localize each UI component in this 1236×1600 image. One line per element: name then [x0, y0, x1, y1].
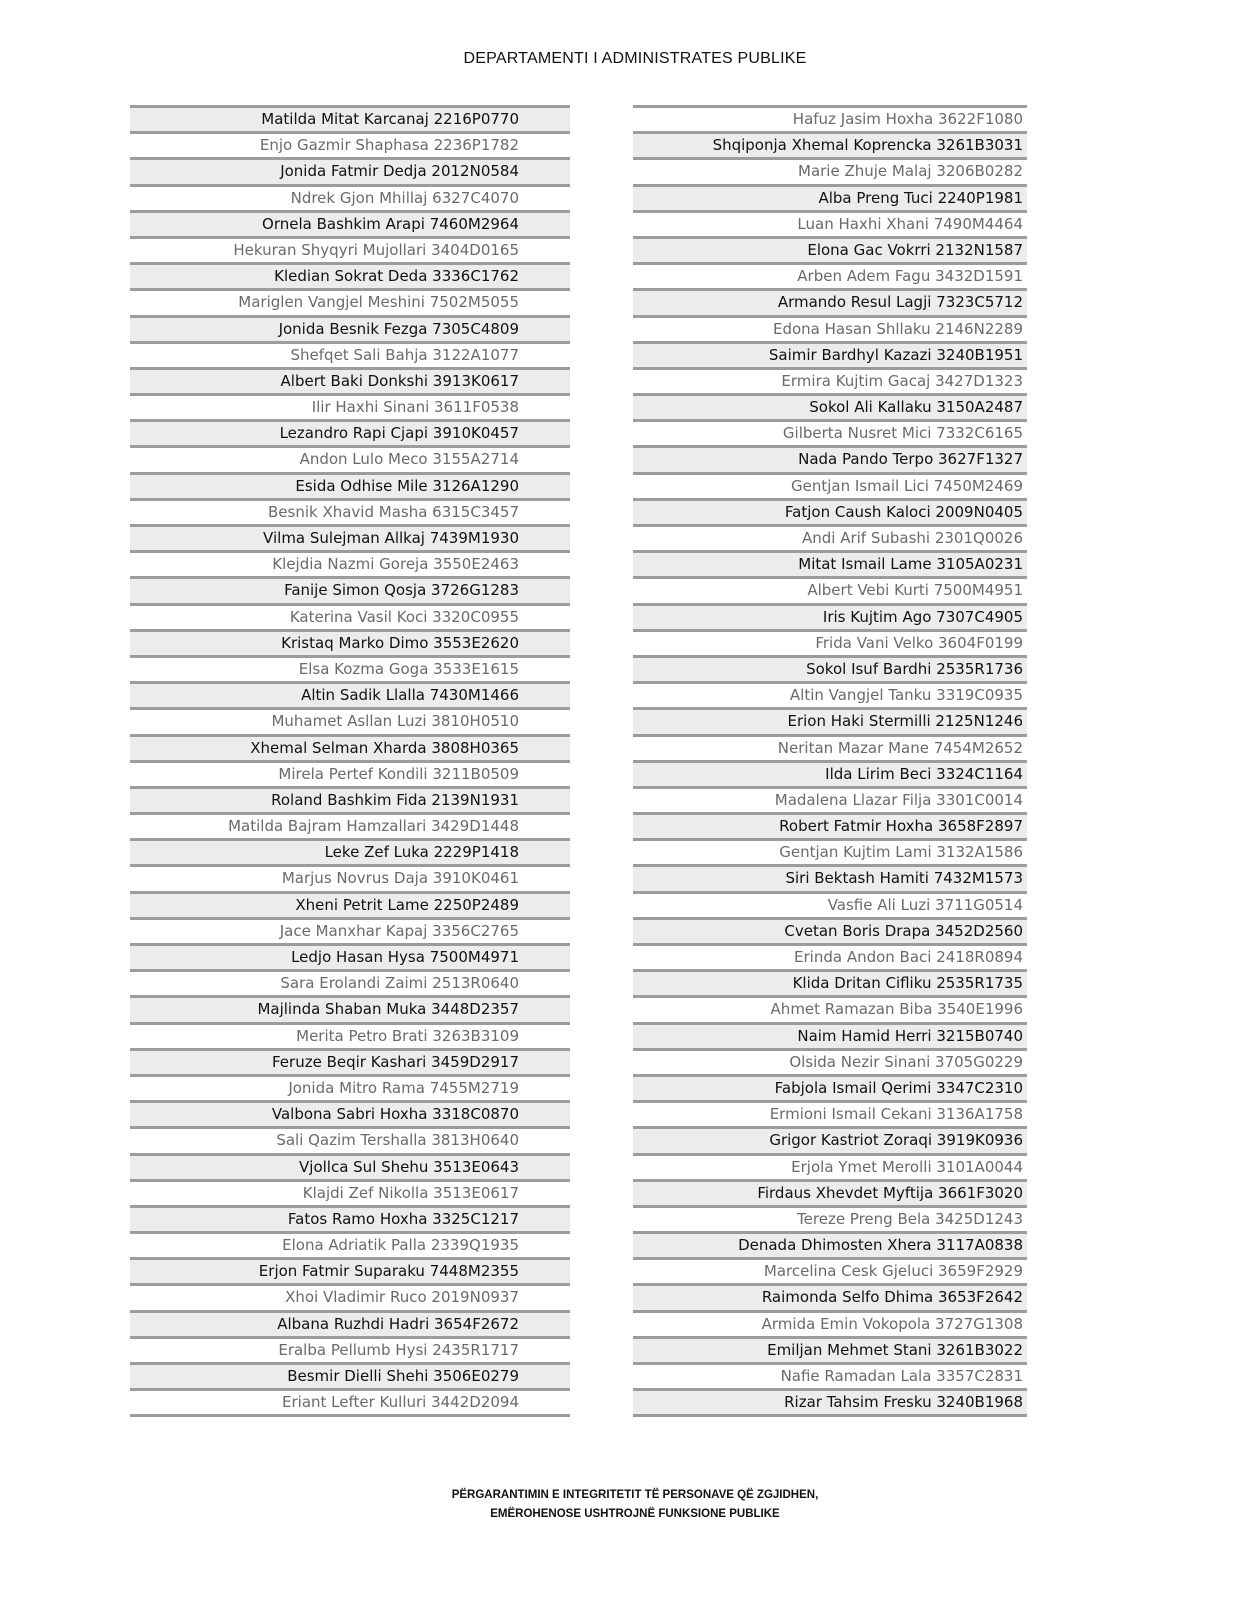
list-item: Esida Odhise Mile 3126A1290 [130, 472, 570, 498]
list-item: Xheni Petrit Lame 2250P2489 [130, 891, 570, 917]
list-item: Kristaq Marko Dimo 3553E2620 [130, 629, 570, 655]
list-item: Ermira Kujtim Gacaj 3427D1323 [633, 367, 1027, 393]
list-item: Albert Vebi Kurti 7500M4951 [633, 576, 1027, 602]
list-item: Jonida Mitro Rama 7455M2719 [130, 1074, 570, 1100]
list-item: Saimir Bardhyl Kazazi 3240B1951 [633, 341, 1027, 367]
list-item: Mariglen Vangjel Meshini 7502M5055 [130, 288, 570, 314]
list-item: Altin Sadik Llalla 7430M1466 [130, 681, 570, 707]
list-item: Eriant Lefter Kulluri 3442D2094 [130, 1388, 570, 1417]
list-item: Erjola Ymet Merolli 3101A0044 [633, 1153, 1027, 1179]
list-item: Denada Dhimosten Xhera 3117A0838 [633, 1231, 1027, 1257]
list-item: Robert Fatmir Hoxha 3658F2897 [633, 812, 1027, 838]
list-item: Ledjo Hasan Hysa 7500M4971 [130, 943, 570, 969]
list-item: Mitat Ismail Lame 3105A0231 [633, 550, 1027, 576]
list-item: Vilma Sulejman Allkaj 7439M1930 [130, 524, 570, 550]
list-item: Madalena Llazar Filja 3301C0014 [633, 786, 1027, 812]
list-item: Albert Baki Donkshi 3913K0617 [130, 367, 570, 393]
list-item: Neritan Mazar Mane 7454M2652 [633, 734, 1027, 760]
list-item: Ilda Lirim Beci 3324C1164 [633, 760, 1027, 786]
list-item: Fatjon Caush Kaloci 2009N0405 [633, 498, 1027, 524]
list-item: Shqiponja Xhemal Koprencka 3261B3031 [633, 131, 1027, 157]
list-item: Leke Zef Luka 2229P1418 [130, 838, 570, 864]
list-item: Roland Bashkim Fida 2139N1931 [130, 786, 570, 812]
list-item: Marcelina Cesk Gjeluci 3659F2929 [633, 1257, 1027, 1283]
list-item: Fabjola Ismail Qerimi 3347C2310 [633, 1074, 1027, 1100]
list-item: Vjollca Sul Shehu 3513E0643 [130, 1153, 570, 1179]
list-item: Iris Kujtim Ago 7307C4905 [633, 603, 1027, 629]
list-item: Klajdi Zef Nikolla 3513E0617 [130, 1179, 570, 1205]
list-item: Nafie Ramadan Lala 3357C2831 [633, 1362, 1027, 1388]
list-item: Firdaus Xhevdet Myftija 3661F3020 [633, 1179, 1027, 1205]
list-item: Vasfie Ali Luzi 3711G0514 [633, 891, 1027, 917]
list-item: Alba Preng Tuci 2240P1981 [633, 184, 1027, 210]
list-item: Erion Haki Stermilli 2125N1246 [633, 707, 1027, 733]
list-item: Sali Qazim Tershalla 3813H0640 [130, 1126, 570, 1152]
list-item: Edona Hasan Shllaku 2146N2289 [633, 315, 1027, 341]
list-item: Lezandro Rapi Cjapi 3910K0457 [130, 419, 570, 445]
list-item: Elona Gac Vokrri 2132N1587 [633, 236, 1027, 262]
list-item: Sokol Isuf Bardhi 2535R1736 [633, 655, 1027, 681]
list-item: Ornela Bashkim Arapi 7460M2964 [130, 210, 570, 236]
list-item: Feruze Beqir Kashari 3459D2917 [130, 1048, 570, 1074]
list-item: Luan Haxhi Xhani 7490M4464 [633, 210, 1027, 236]
list-item: Katerina Vasil Koci 3320C0955 [130, 603, 570, 629]
list-item: Altin Vangjel Tanku 3319C0935 [633, 681, 1027, 707]
list-item: Klejdia Nazmi Goreja 3550E2463 [130, 550, 570, 576]
list-item: Emiljan Mehmet Stani 3261B3022 [633, 1336, 1027, 1362]
list-item: Muhamet Asllan Luzi 3810H0510 [130, 707, 570, 733]
list-item: Klida Dritan Cifliku 2535R1735 [633, 969, 1027, 995]
list-item: Elona Adriatik Palla 2339Q1935 [130, 1231, 570, 1257]
list-item: Ahmet Ramazan Biba 3540E1996 [633, 995, 1027, 1021]
list-item: Ermioni Ismail Cekani 3136A1758 [633, 1100, 1027, 1126]
list-item: Fatos Ramo Hoxha 3325C1217 [130, 1205, 570, 1231]
list-item: Sara Erolandi Zaimi 2513R0640 [130, 969, 570, 995]
list-item: Xhemal Selman Xharda 3808H0365 [130, 734, 570, 760]
list-item: Jonida Fatmir Dedja 2012N0584 [130, 157, 570, 183]
list-item: Elsa Kozma Goga 3533E1615 [130, 655, 570, 681]
list-item: Rizar Tahsim Fresku 3240B1968 [633, 1388, 1027, 1417]
list-item: Frida Vani Velko 3604F0199 [633, 629, 1027, 655]
list-item: Matilda Mitat Karcanaj 2216P0770 [130, 105, 570, 131]
list-item: Andon Lulo Meco 3155A2714 [130, 445, 570, 471]
footer-line-2: EMËROHENOSE USHTROJNË FUNKSIONE PUBLIKE [490, 1508, 780, 1520]
list-item: Nada Pando Terpo 3627F1327 [633, 445, 1027, 471]
list-item: Armando Resul Lagji 7323C5712 [633, 288, 1027, 314]
list-item: Ndrek Gjon Mhillaj 6327C4070 [130, 184, 570, 210]
list-item: Matilda Bajram Hamzallari 3429D1448 [130, 812, 570, 838]
list-item: Jonida Besnik Fezga 7305C4809 [130, 315, 570, 341]
list-item: Hekuran Shyqyri Mujollari 3404D0165 [130, 236, 570, 262]
list-item: Enjo Gazmir Shaphasa 2236P1782 [130, 131, 570, 157]
list-item: Arben Adem Fagu 3432D1591 [633, 262, 1027, 288]
left-name-list [130, 105, 570, 1417]
list-item: Eralba Pellumb Hysi 2435R1717 [130, 1336, 570, 1362]
list-item: Raimonda Selfo Dhima 3653F2642 [633, 1283, 1027, 1309]
list-item: Majlinda Shaban Muka 3448D2357 [130, 995, 570, 1021]
list-item: Cvetan Boris Drapa 3452D2560 [633, 917, 1027, 943]
list-item: Shefqet Sali Bahja 3122A1077 [130, 341, 570, 367]
list-item: Valbona Sabri Hoxha 3318C0870 [130, 1100, 570, 1126]
list-item: Tereze Preng Bela 3425D1243 [633, 1205, 1027, 1231]
list-item: Gilberta Nusret Mici 7332C6165 [633, 419, 1027, 445]
list-item: Sokol Ali Kallaku 3150A2487 [633, 393, 1027, 419]
page-footer [0, 1486, 1236, 1524]
list-item: Gentjan Ismail Lici 7450M2469 [633, 472, 1027, 498]
list-item: Kledian Sokrat Deda 3336C1762 [130, 262, 570, 288]
list-item: Besnik Xhavid Masha 6315C3457 [130, 498, 570, 524]
list-item: Albana Ruzhdi Hadri 3654F2672 [130, 1310, 570, 1336]
list-item: Erinda Andon Baci 2418R0894 [633, 943, 1027, 969]
list-item: Hafuz Jasim Hoxha 3622F1080 [633, 105, 1027, 131]
list-item: Marjus Novrus Daja 3910K0461 [130, 864, 570, 890]
list-item: Grigor Kastriot Zoraqi 3919K0936 [633, 1126, 1027, 1152]
list-item: Erjon Fatmir Suparaku 7448M2355 [130, 1257, 570, 1283]
list-item: Siri Bektash Hamiti 7432M1573 [633, 864, 1027, 890]
list-item: Naim Hamid Herri 3215B0740 [633, 1022, 1027, 1048]
footer-line-1: PËRGARANTIMIN E INTEGRITETIT TË PERSONAVE QË ZGJIDHEN, [451, 1489, 819, 1501]
list-item: Marie Zhuje Malaj 3206B0282 [633, 157, 1027, 183]
list-item: Jace Manxhar Kapaj 3356C2765 [130, 917, 570, 943]
list-item: Olsida Nezir Sinani 3705G0229 [633, 1048, 1027, 1074]
page-title: DEPARTAMENTI I ADMINISTRATES PUBLIKE [463, 50, 807, 67]
list-item: Fanije Simon Qosja 3726G1283 [130, 576, 570, 602]
list-item: Xhoi Vladimir Ruco 2019N0937 [130, 1283, 570, 1309]
list-item: Andi Arif Subashi 2301Q0026 [633, 524, 1027, 550]
list-item: Armida Emin Vokopola 3727G1308 [633, 1310, 1027, 1336]
list-item: Merita Petro Brati 3263B3109 [130, 1022, 570, 1048]
list-item: Besmir Dielli Shehi 3506E0279 [130, 1362, 570, 1388]
list-item: Ilir Haxhi Sinani 3611F0538 [130, 393, 570, 419]
list-item: Gentjan Kujtim Lami 3132A1586 [633, 838, 1027, 864]
list-item: Mirela Pertef Kondili 3211B0509 [130, 760, 570, 786]
right-name-list [633, 105, 1027, 1417]
